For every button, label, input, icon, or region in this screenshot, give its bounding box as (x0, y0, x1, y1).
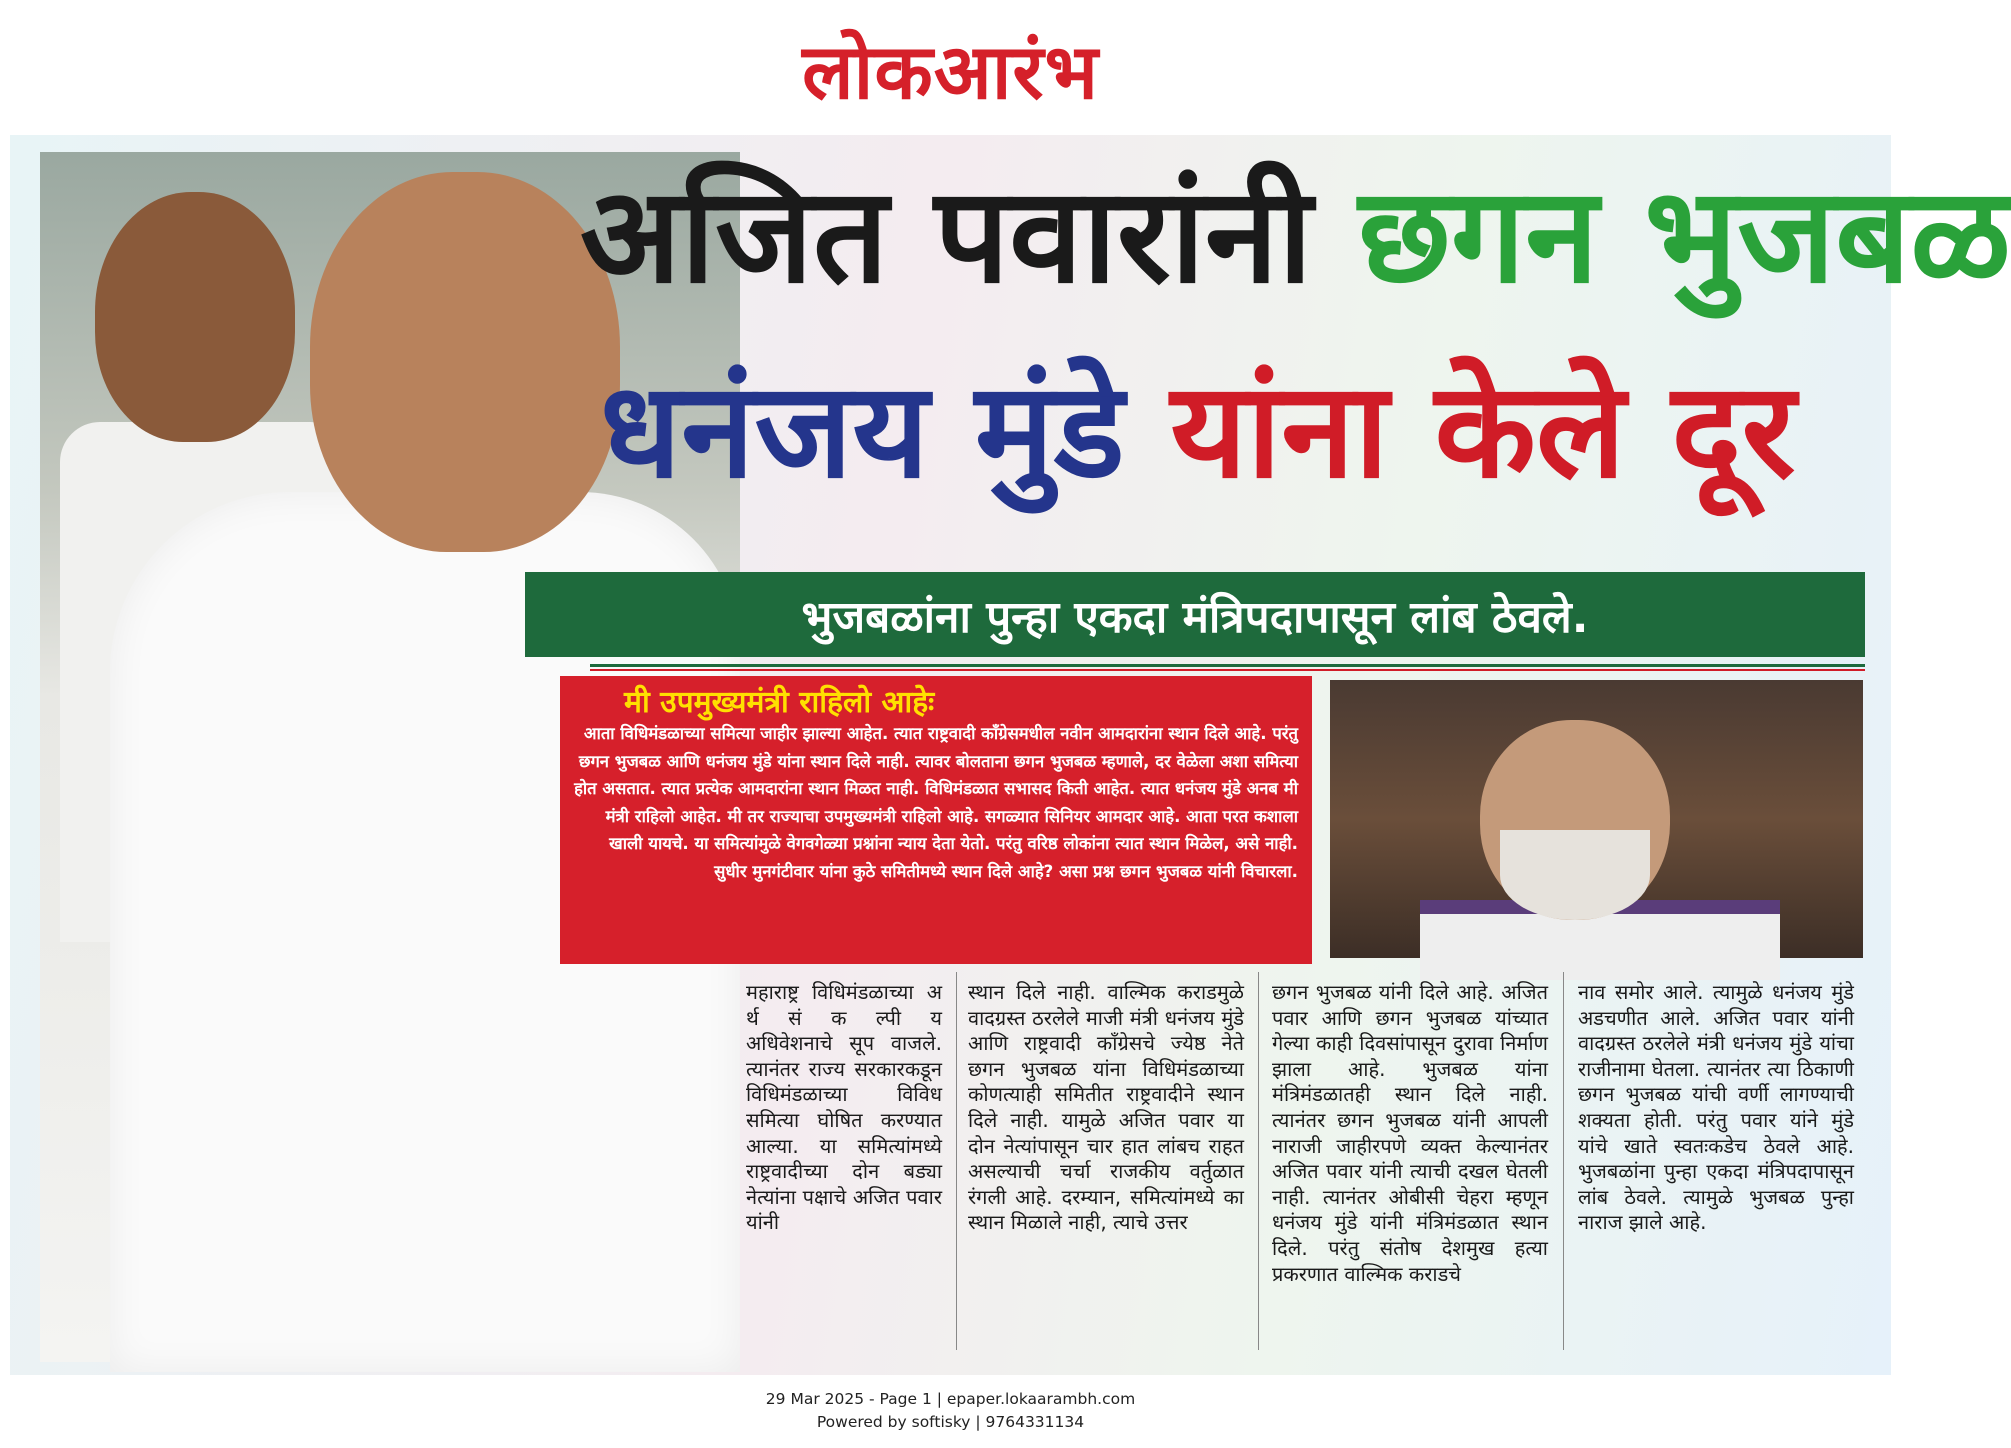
footer-credit-line: Powered by softisky | 9764331134 (816, 1413, 1085, 1431)
newspaper-logo: लोकआरंभ (802, 27, 1099, 116)
photo-figure-front-head (310, 172, 620, 552)
headline-line-1 (580, 159, 2011, 313)
divider-red (590, 669, 1865, 671)
side-photo (1330, 680, 1863, 958)
subheadline-banner (525, 572, 1865, 657)
highlight-title: मी उपमुख्यमंत्री राहिलो आहेः (624, 685, 935, 720)
footer-date-line[interactable]: 29 Mar 2025 - Page 1 | epaper.lokaarambh.com (765, 1390, 1136, 1408)
highlight-body: आता विधिमंडळाच्या समित्या जाहीर झाल्या आहेत. त्यात राष्ट्रवादी काँग्रेसमधील नवीन आमदारांना स्थान दिले आहे. परंतु छगन भुजबळ आणि धनंजय मुंडे यांना स्थान दिले नाही. त्यावर बोलताना छगन भुजबळ म्हणाले, दर वेळेला अशा समित्या होत असतात. त्यात प्रत्येक आमदारांना स्थान मिळत नाही. विधिमंडळात सभासद किती आहेत. त्यात धनंजय मुंडे अनब मी मंत्री राहिलो आहेत. मी तर राज्याचा उपमुख्यमंत्री राहिलो आहे. सगळ्यात सिनियर आमदार आहे. आता परत कशाला खाली यायचे. या समित्यांमुळे वेगवगेळ्या प्रश्नांना न्याय देता येतो. परंतु वरिष्ठ लोकांना त्यात स्थान मिळेल, असे नाही. सुधीर मुनगंटीवार यांना कुठे समितीमध्ये स्थान दिले आहे? असा प्रश्न छगन भुजबळ यांनी विचारला. (574, 724, 1298, 881)
headline-part-black: अजित पवारांनी (580, 159, 1313, 313)
article-column-1: महाराष्ट्र विधिमंडळाच्या अ र्थ सं क ल्पी य अधिवेशनाचे सूप वाजले. त्यानंतर राज्य सरकारकडून विधिमंडळाच्या विविध समित्या घोषित करण्यात आल्या. या समित्यांमध्ये राष्ट्रवादीच्या दोन बड्या नेत्यांना पक्षाचे अजित पवार यांनी (746, 980, 942, 1235)
column-divider (1563, 972, 1564, 1350)
side-photo-beard (1500, 830, 1650, 920)
divider-green (590, 664, 1865, 667)
column-divider (1258, 972, 1259, 1350)
page-footer (0, 1388, 1901, 1434)
column-divider (956, 972, 957, 1350)
masthead (0, 18, 1901, 121)
article-column-4: नाव समोर आले. त्यामुळे धनंजय मुंडे अडचणीत आले. अजित पवार यांनी वादग्रस्त ठरलेले मंत्री धनंजय मुंडे यांचा राजीनामा घेतला. त्यानंतर त्या ठिकाणी छगन भुजबळ यांची वर्णी लागण्याची शक्यता होती. परंतु पवार यांने मुंडे यांचे खाते स्वतःकडेच ठेवले आहे. भुजबळांना पुन्हा एकदा मंत्रिपदापासून लांब ठेवले. त्यामुळे भुजबळ पुन्हा नाराज झाले आहे. (1578, 980, 1854, 1235)
headline-part-blue: धनंजय मुंडे (600, 354, 1125, 508)
headline-part-red: यांना केले दूर (1170, 354, 1796, 508)
article-column-2: स्थान दिले नाही. वाल्मिक कराडमुळे वादग्रस्त ठरलेले माजी मंत्री धनंजय मुंडे आणि राष्ट्रवादी काँग्रेसचे ज्येष्ठ नेते छगन भुजबळ यांना विधिमंडळाच्या कोणत्याही समितीत राष्ट्रवादीने स्थान दिले नाही. यामुळे अजित पवार या दोन नेत्यांपासून चार हात लांबच राहत असल्याची चर्चा राजकीय वर्तुळात रंगली आहे. दरम्यान, समित्यांमध्ये का स्थान मिळाले नाही, त्याचे उत्तर (968, 980, 1244, 1235)
headline-line-2 (600, 354, 1796, 508)
highlight-box (560, 676, 1312, 964)
photo-figure-back-head (95, 192, 295, 442)
headline-part-green: छगन भुजबळ (1358, 159, 2011, 313)
subheadline: भुजबळांना पुन्हा एकदा मंत्रिपदापासून लांब ठेवले. (801, 591, 1589, 643)
article-column-3: छगन भुजबळ यांनी दिले आहे. अजित पवार आणि छगन भुजबळ यांच्यात गेल्या काही दिवसांपासून दुरावा निर्माण झाला आहे. भुजबळ यांना मंत्रिमंडळातही स्थान दिले नाही. त्यानंतर छगन भुजबळ यांनी आपली नाराजी जाहीरपणे व्यक्त केल्यानंतर अजित पवार यांनी त्याची दखल घेतली नाही. त्यानंतर ओबीसी चेहरा म्हणून धनंजय मुंडे यांनी मंत्रिमंडळात स्थान दिले. परंतु संतोष देशमुख हत्या प्रकरणात वाल्मिक कराडचे (1272, 980, 1548, 1286)
